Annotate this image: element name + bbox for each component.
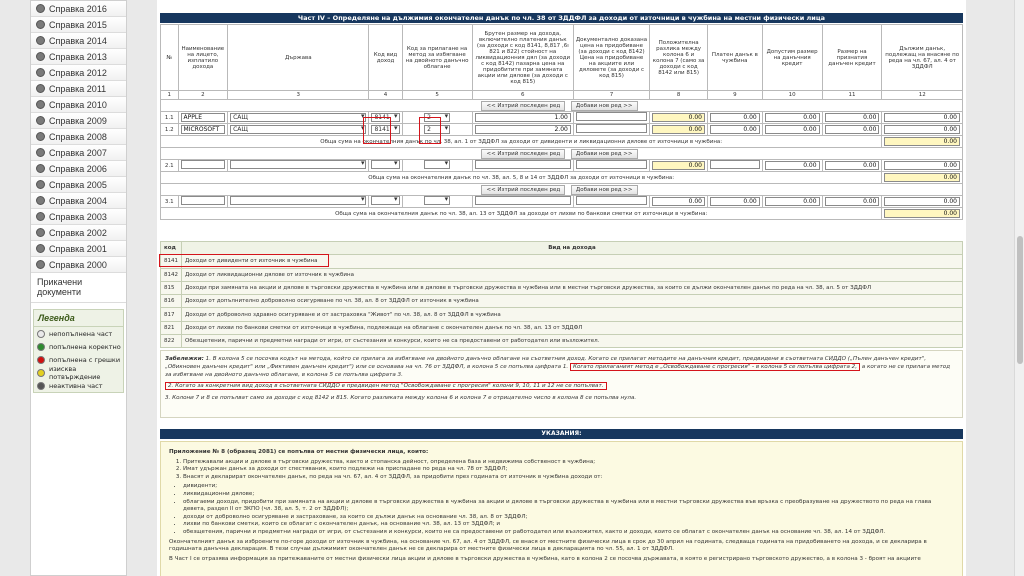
instruction-item: 2. Имат удържан данък за доходи от спестявания, които подлежи на приспадане по реда на чл. 78 от ЗДДФЛ;: [183, 466, 954, 474]
row-number: 1.2: [161, 124, 179, 136]
section1-total-label: Обща сума на окончателния данък по чл. 38, ал. 1 от ЗДДФЛ за доходи от дивиденти и ликвидационни дялове от източници в чужбина:: [161, 136, 882, 148]
add-row-button[interactable]: Добави нов ред >>: [571, 185, 638, 195]
section1-total-field[interactable]: 0.00: [884, 137, 960, 146]
code-row: [161, 308, 963, 321]
instructions-para-2: В Част I се отразява информация за притежаваните от местни физически лица акции и дялове в търговски дружества в чужбина, като в колона 2 се посочва държавата, в която е регистрирано търговското дружество, а в колона 3 - броят на акциите: [169, 555, 921, 562]
sidebar-item-year[interactable]: [31, 1, 126, 17]
sidebar-item-year[interactable]: [31, 177, 126, 193]
status-circle-icon: [36, 36, 45, 45]
note-1: 1. В колона 5 се посочва кодът на метода, който се прилага за избягване на двойното данъчно облагане на съответния доход. Когато се прилагат методите на данъчния кредит, предвидени в съответната СИДДО („Пълен данъчен кредит", „Обикновен данъчен кредит" или „Фиктивен данъчен кредит") или се основава на чл. 76 от ЗДДФЛ, в колона 5 се попълва цифрата 1.: [165, 356, 927, 370]
allowed-credit-field[interactable]: 0.00: [765, 161, 820, 170]
row-number: 3.1: [161, 196, 179, 208]
method-code-select[interactable]: 2 ▾: [424, 125, 450, 134]
difference-field[interactable]: 0.00: [652, 125, 705, 134]
instructions-intro: Приложение № 8 (образец 2081) се попълва от местни физически лица, които:: [169, 449, 429, 455]
allowed-credit-field[interactable]: 0.00: [765, 113, 820, 122]
country-select[interactable]: САЩ ▾: [230, 113, 366, 122]
column-number: 8: [650, 91, 708, 100]
section1-controls: [161, 100, 963, 112]
sidebar-item-year[interactable]: [31, 33, 126, 49]
column-number: 6: [472, 91, 573, 100]
column-number: 10: [762, 91, 822, 100]
section3-total-field[interactable]: 0.00: [884, 209, 960, 218]
recognized-credit-field[interactable]: 0.00: [825, 161, 880, 170]
sidebar: [30, 0, 127, 576]
legend-item: [34, 327, 123, 340]
sidebar-item-year[interactable]: [31, 241, 126, 257]
column-number: 12: [882, 91, 963, 100]
sidebar-item-label: Справка 2012: [49, 67, 107, 78]
sidebar-item-label: Справка 2003: [49, 211, 107, 222]
sidebar-item-label: Справка 2001: [49, 243, 107, 254]
method-code-select[interactable]: [424, 160, 450, 169]
legend-item: [34, 340, 123, 353]
code-row: [161, 335, 963, 348]
column-header: Размер на признатия данъчен кредит: [822, 25, 882, 91]
status-circle-icon: [36, 4, 45, 13]
country-select[interactable]: САЩ ▾: [230, 125, 366, 134]
sidebar-item-year[interactable]: [31, 17, 126, 33]
due-tax-field[interactable]: 0.00: [884, 125, 960, 134]
legend-label: попълнена с грешки: [49, 355, 121, 364]
sidebar-item-label: Справка 2007: [49, 147, 107, 158]
income-code-select[interactable]: 8141 ▾: [371, 125, 399, 134]
codes-header-code: код: [161, 242, 182, 255]
difference-field[interactable]: 0.00: [652, 197, 705, 206]
table-row: [161, 112, 963, 124]
method-code-select[interactable]: 2 ▾: [424, 113, 450, 122]
legend-label: попълнена коректно: [49, 342, 121, 351]
code-row: [161, 268, 963, 281]
scrollbar[interactable]: [1014, 0, 1024, 576]
acquisition-price-field[interactable]: [576, 196, 647, 205]
sidebar-item-label: Справка 2015: [49, 19, 107, 30]
status-circle-icon: [37, 382, 45, 390]
delete-row-button[interactable]: << Изтрий последен ред: [481, 185, 565, 195]
note-3: 3. Колони 7 и 8 се попълват само за доходи с код 8142 и 815. Когато разликата между колона 6 и колона 7 е отрицателно число в колона 8 се попълва нула.: [165, 395, 637, 401]
section2-total-label: Обща сума на окончателния данък по чл. 38, ал. 5, 8 и 14 от ЗДДФЛ за доходи от източници в чужбина:: [161, 172, 882, 184]
column-number: 7: [573, 91, 649, 100]
column-number: 5: [402, 91, 472, 100]
delete-row-button[interactable]: << Изтрий последен ред: [481, 101, 565, 111]
status-circle-icon: [37, 343, 45, 351]
due-tax-field[interactable]: 0.00: [884, 197, 960, 206]
sidebar-item-label: Справка 2005: [49, 179, 107, 190]
status-circle-icon: [36, 84, 45, 93]
sidebar-item-label: Справка 2013: [49, 51, 107, 62]
method-code-select[interactable]: [424, 196, 450, 205]
column-header: Платен данък в чужбина: [708, 25, 763, 91]
instructions-para-1: Окончателният данък за изброените по-горе доходи от източник в чужбина, на основание чл. 67, ал. 4 от ЗДДФЛ, се внася от местните физически лица в срок до 30 април на годината, следваща годината на придобиването на дохода, и се декларира в годишната данъчна декларация. В тези случаи дължимият окончателен данък не се декларира от местните физически лица в декларацията по чл. 55, ал. 1 от ЗДДФЛ.: [169, 538, 927, 553]
acquisition-price-field[interactable]: [576, 112, 647, 121]
legend-title: Легенда: [34, 310, 123, 327]
part-title: Част IV – Определяне на дължимия окончателен данък по чл. 38 от ЗДДФЛ за доходи от източници в чужбина на местни физически лица: [160, 13, 963, 23]
sidebar-item-year[interactable]: [31, 225, 126, 241]
code-description: Доходи от лихви по банкови сметки от източници в чужбина, подлежащи на облагане с окончателен данък по чл. 38, ал. 13 от ЗДДФЛ: [182, 321, 963, 334]
recognized-credit-field[interactable]: 0.00: [825, 197, 880, 206]
sidebar-item-year[interactable]: [31, 65, 126, 81]
sidebar-item-label: Справка 2016: [49, 3, 107, 14]
status-circle-icon: [36, 260, 45, 269]
column-number: 3: [228, 91, 369, 100]
sidebar-item-attached-docs[interactable]: Прикачени документи: [31, 273, 126, 303]
status-circle-icon: [36, 116, 45, 125]
sidebar-item-year[interactable]: [31, 145, 126, 161]
column-header: Наименование на лицето, изплатило дохода: [178, 25, 228, 91]
recognized-credit-field[interactable]: 0.00: [825, 125, 880, 134]
payer-name-field[interactable]: APPLE: [181, 113, 226, 122]
status-circle-icon: [36, 244, 45, 253]
country-select[interactable]: [230, 160, 366, 169]
column-header: Положителна разлика между колона 6 и колона 7 (само за доходи с код 8142 или 815): [650, 25, 708, 91]
status-circle-icon: [36, 180, 45, 189]
code-row: [161, 295, 963, 308]
instruction-item: 1. Притежавали акции и дялове в търговски дружества, както и стопанска дейност, определена база и недвижима собственост в чужбина;: [183, 459, 954, 467]
difference-field[interactable]: 0.00: [652, 161, 705, 170]
instructions: [160, 441, 963, 576]
column-header: Допустим размер на данъчния кредит: [762, 25, 822, 91]
sidebar-item-label: Справка 2006: [49, 163, 107, 174]
payer-name-field[interactable]: [181, 196, 226, 205]
table-row: [161, 124, 963, 136]
codes-header-type: Вид на дохода: [182, 242, 963, 255]
column-number: 1: [161, 91, 179, 100]
column-header: Код за прилагане на метод за избягване на двойното данъчно облагане: [402, 25, 472, 91]
instruction-subitem: • лихви по банкови сметки, които се облагат с окончателен данък, на основание чл. 38, ал. 13 от ЗДДФЛ; и: [183, 521, 954, 529]
due-tax-field[interactable]: 0.00: [884, 113, 960, 122]
sidebar-item-year[interactable]: [31, 129, 126, 145]
table-row: [161, 160, 963, 172]
status-circle-icon: [36, 164, 45, 173]
row-number: 1.1: [161, 112, 179, 124]
sidebar-item-year[interactable]: [31, 257, 126, 273]
note-2: 2. Когато за конкретния вид доход в съответната СИДДО е предвиден метод "Освобождаване с прогресия" колони 9, 10, 11 и 12 не се попълват.: [165, 382, 607, 390]
section2-controls: [161, 148, 963, 160]
status-circle-icon: [37, 330, 45, 338]
method-code-highlight: [419, 117, 441, 144]
sidebar-item-year[interactable]: [31, 49, 126, 65]
country-select[interactable]: [230, 196, 366, 205]
code-description: Доходи от дивиденти от източник в чужбина: [182, 255, 963, 268]
code-value: 817: [161, 308, 182, 321]
column-header: Документално доказана цена на придобиване (за доходи с код 8142) Цена на придобиване на акциите или дяловете (за доходи с код 815): [573, 25, 649, 91]
sidebar-item-year[interactable]: [31, 161, 126, 177]
code-value: 822: [161, 335, 182, 348]
sidebar-item-label: Справка 2011: [49, 83, 107, 94]
section3-total-label: Обща сума на окончателния данък по чл. 38, ал. 13 от ЗДДФЛ за доходи от лихви по банкови сметки от източници в чужбина:: [161, 208, 882, 220]
instruction-subitem: • ликвидационни дялове;: [183, 491, 954, 499]
column-number: 11: [822, 91, 882, 100]
code-value: 821: [161, 321, 182, 334]
code-value: 815: [161, 281, 182, 294]
sidebar-item-label: Справка 2014: [49, 35, 107, 46]
sidebar-item-year[interactable]: [31, 193, 126, 209]
delete-row-button[interactable]: << Изтрий последен ред: [481, 149, 565, 159]
status-circle-icon: [37, 356, 45, 364]
status-circle-icon: [36, 212, 45, 221]
column-number: 9: [708, 91, 763, 100]
recognized-credit-field[interactable]: 0.00: [825, 113, 880, 122]
sidebar-item-label: Справка 2008: [49, 131, 107, 142]
code-description: Доходи при замяната на акции и дялове в търговски дружества в чужбина или в дялове в търговски дружества в чужбина или в местни търговски дружества, за които се дължи окончателен данък по реда на чл. 38, ал. 5 от ЗДДФЛ: [182, 281, 963, 294]
sidebar-item-year[interactable]: [31, 209, 126, 225]
notes-prefix: Забележки:: [165, 356, 204, 362]
instruction-subitem: • обезщетения, парични и предметни награди от игри, от състезания и конкурси, които не са предоставени от работодател или възложител, както и доходи, които се облагат с окончателен данък на основание чл. 38, ал. 14 от ЗДДФЛ.: [183, 529, 954, 537]
row-number: 2.1: [161, 160, 179, 172]
dividend-code-highlight: [159, 254, 329, 267]
section2-total-field[interactable]: 0.00: [884, 173, 960, 182]
code-row: [161, 321, 963, 334]
status-circle-icon: [36, 148, 45, 157]
gross-amount-field[interactable]: [475, 196, 571, 205]
main-panel: [157, 0, 966, 576]
code-description: Доходи от ликвидационни дялове от източник в чужбина: [182, 268, 963, 281]
add-row-button[interactable]: Добави нов ред >>: [571, 101, 638, 111]
sidebar-item-label: Справка 2009: [49, 115, 107, 126]
code-description: Обезщетения, парични и предметни награди от игри, от състезания и конкурси, които не са предоставени от работодател или възложител.: [182, 335, 963, 348]
paid-tax-field[interactable]: 0.00: [710, 125, 760, 134]
status-circle-icon: [36, 228, 45, 237]
status-circle-icon: [36, 68, 45, 77]
sidebar-item-year[interactable]: [31, 113, 126, 129]
sidebar-item-year[interactable]: [31, 81, 126, 97]
legend-item: [34, 366, 123, 379]
status-circle-icon: [36, 52, 45, 61]
column-header: Код вид доход: [369, 25, 402, 91]
instruction-item: 3. Внасят и декларират окончателен данък, по реда на чл. 67, ал. 4 от ЗДДФЛ, за придобити през годината от източник в чужбина доходи от:: [183, 474, 954, 482]
gross-amount-field[interactable]: 2.00: [475, 125, 571, 134]
paid-tax-field[interactable]: [710, 160, 760, 169]
legend: [33, 309, 124, 393]
gross-amount-field[interactable]: [475, 160, 571, 169]
code-description: Доходи от допълнително доброволно осигуряване по чл. 38, ал. 8 от ЗДДФЛ от източник в чужбина: [182, 295, 963, 308]
income-code-select[interactable]: [371, 196, 399, 205]
gross-amount-field[interactable]: 1.00: [475, 113, 571, 122]
sidebar-item-label: Справка 2002: [49, 227, 107, 238]
column-header: Държава: [228, 25, 369, 91]
paid-tax-field[interactable]: 0.00: [710, 197, 760, 206]
status-circle-icon: [36, 196, 45, 205]
legend-label: непопълнена част: [49, 329, 113, 338]
income-code-highlight: [363, 117, 391, 144]
income-code-select[interactable]: 8141 ▾: [371, 113, 399, 122]
acquisition-price-field[interactable]: [576, 124, 647, 133]
due-tax-field[interactable]: 0.00: [884, 161, 960, 170]
instruction-subitem: • дивиденти;: [183, 483, 954, 491]
table-row: [161, 196, 963, 208]
code-row: [161, 281, 963, 294]
acquisition-price-field[interactable]: [576, 160, 647, 169]
income-code-select[interactable]: [371, 160, 399, 169]
sidebar-item-label: Справка 2010: [49, 99, 107, 110]
status-circle-icon: [36, 100, 45, 109]
payer-name-field[interactable]: MICROSOFT: [181, 125, 226, 134]
instruction-subitem: • облагаеми доходи, придобити при замяната на акции и дялове в търговски дружества в чужбина за акции и дялове в търговски дружества в чужбина или в местни търговски дружества във връзка с преобразуване на дружеството по реда на глава девета, раздел II от ЗКПО (чл. 38, ал. 5, т. 2 от ЗДДФЛ);: [183, 499, 954, 514]
column-header: Дължим данък, подлежащ на внасяне по реда на чл. 67, ал. 4 от ЗДДФЛ: [882, 25, 963, 91]
column-number: 2: [178, 91, 228, 100]
payer-name-field[interactable]: [181, 160, 226, 169]
instructions-title: УКАЗАНИЯ:: [160, 429, 963, 439]
instruction-subitem: • доходи от доброволно осигуряване и застраховане, за които се дължи данък на основание чл. 38, ал. 8 от ЗДДФЛ;: [183, 514, 954, 522]
notes: [160, 350, 963, 418]
scrollbar-thumb[interactable]: [1017, 236, 1023, 364]
allowed-credit-field[interactable]: 0.00: [765, 197, 820, 206]
column-header: Брутен размер на дохода, включително платения данък (за доходи с код 8141, 8ו6, 817, 821 и 822) стойност на ликвидационния дял (за доходи с код 8142) пазарна цена на придобитите при замяната акции или дялове (за доходи с код 815): [472, 25, 573, 91]
code-value: 816: [161, 295, 182, 308]
status-circle-icon: [36, 132, 45, 141]
legend-label: изисква потвърждение: [49, 364, 101, 381]
section3-controls: [161, 184, 963, 196]
status-circle-icon: [37, 369, 45, 377]
sidebar-item-label: Справка 2000: [49, 259, 107, 270]
status-circle-icon: [36, 20, 45, 29]
note-1-end: а когато не се прилага метод за избягване на двойното данъчно облагане, в колона 5 се попълва цифрата 3.: [165, 364, 950, 378]
code-description: Доходи от доброволно здравно осигуряване и от застраховка "Живот" по чл. 38, ал. 8 от ЗДДФЛ в чужбина: [182, 308, 963, 321]
sidebar-item-year[interactable]: [31, 97, 126, 113]
paid-tax-field[interactable]: 0.00: [710, 113, 760, 122]
column-header: №: [161, 25, 179, 91]
add-row-button[interactable]: Добави нов ред >>: [571, 149, 638, 159]
legend-item: [34, 379, 123, 392]
code-value: 8142: [161, 268, 182, 281]
sidebar-item-label: Справка 2004: [49, 195, 107, 206]
note-1-highlight: Когато прилаганият метод е „Освобождаване с прогресия" - в колона 5 се попълва цифрата 2,: [570, 363, 860, 371]
column-number: 4: [369, 91, 402, 100]
legend-label: неактивна част: [49, 381, 103, 390]
difference-field[interactable]: 0.00: [652, 113, 705, 122]
allowed-credit-field[interactable]: 0.00: [765, 125, 820, 134]
income-table: [160, 24, 963, 220]
code-value: 8141: [161, 255, 182, 268]
